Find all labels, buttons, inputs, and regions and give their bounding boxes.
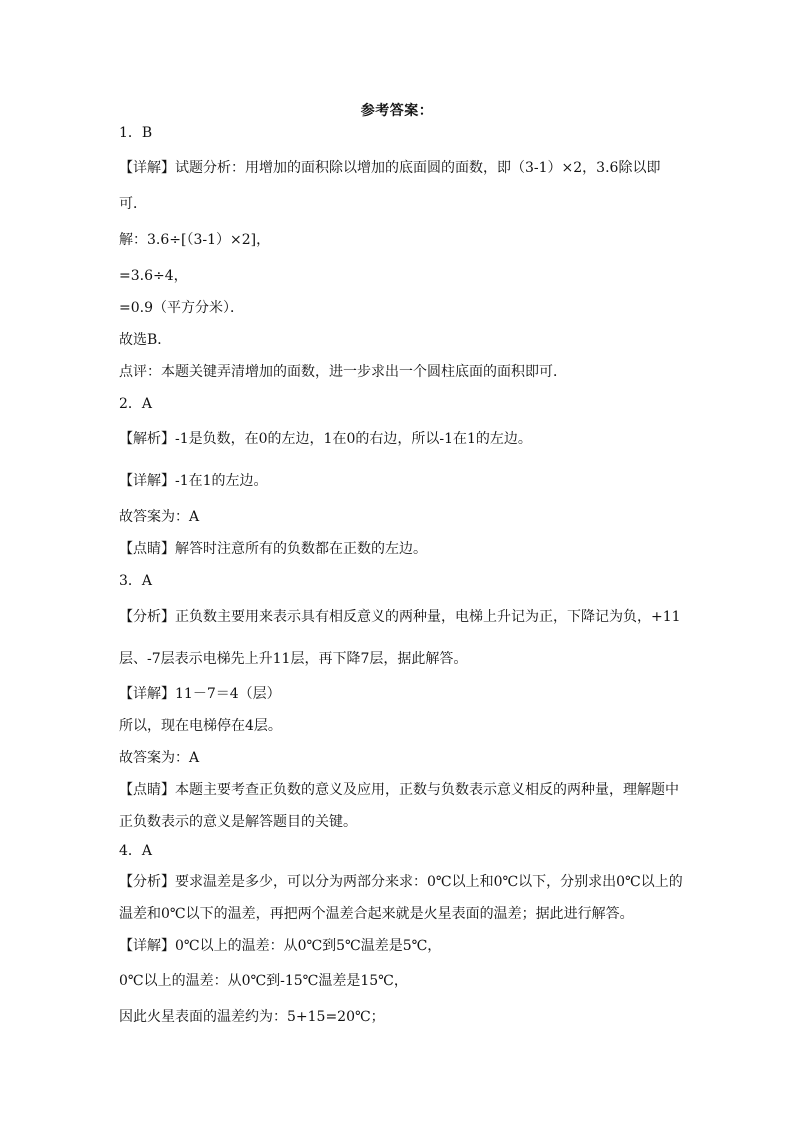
answer-line-8: 点评：本题关键弄清增加的面数，进一步求出一个圆柱底面的面积即可． — [119, 364, 567, 380]
answer-line-14: 3．A — [119, 573, 153, 589]
answer-line-17: 【详解】11－7＝4（层） — [119, 686, 281, 702]
answer-line-22: 4．A — [119, 843, 153, 859]
answer-line-13: 【点睛】解答时注意所有的负数都在正数的左边。 — [119, 541, 427, 557]
answer-line-18: 所以，现在电梯停在4层。 — [119, 718, 282, 734]
answer-line-11: 【详解】-1在1的左边。 — [119, 473, 268, 489]
answer-line-24: 温差和0℃以下的温差，再把两个温差合起来就是火星表面的温差；据此进行解答。 — [119, 906, 634, 922]
answer-line-2: 【详解】试题分析：用增加的面积除以增加的底面圆的面数，即（3-1）×2，3.6除以即 — [119, 160, 661, 176]
answer-line-4: 解：3.6÷[（3-1）×2]， — [119, 232, 271, 248]
answer-line-16: 层、-7层表示电梯先上升11层，再下降7层，据此解答。 — [119, 651, 468, 667]
answer-line-23: 【分析】要求温差是多少，可以分为两部分来求：0℃以上和0℃以下，分别求出0℃以上的 — [119, 874, 683, 890]
page-title: 参考答案： — [360, 103, 434, 119]
answer-line-20: 【点睛】本题主要考查正负数的意义及应用，正数与负数表示意义相反的两种量，理解题中 — [119, 782, 679, 798]
answer-line-26: 0℃以上的温差：从0℃到-15℃温差是15℃， — [119, 973, 408, 989]
answer-line-25: 【详解】0℃以上的温差：从0℃到5℃温差是5℃， — [119, 938, 442, 954]
answer-line-6: =0.9（平方分米）． — [119, 300, 244, 316]
answer-line-5: =3.6÷4， — [119, 268, 188, 284]
answer-line-27: 因此火星表面的温差约为：5+15=20℃； — [119, 1009, 385, 1025]
answer-line-19: 故答案为：A — [119, 750, 200, 766]
answer-line-12: 故答案为：A — [119, 509, 200, 525]
answer-line-10: 【解析】-1是负数，在0的左边，1在0的右边，所以-1在1的左边。 — [119, 431, 532, 447]
answer-line-15: 【分析】正负数主要用来表示具有相反意义的两种量，电梯上升记为正，下降记为负，+11 — [119, 609, 681, 625]
answer-line-21: 正负数表示的意义是解答题目的关键。 — [119, 814, 357, 830]
answer-line-9: 2．A — [119, 396, 153, 412]
answer-line-3: 可． — [119, 196, 147, 212]
answer-line-1: 1．B — [119, 125, 153, 141]
answer-line-7: 故选B． — [119, 332, 172, 348]
